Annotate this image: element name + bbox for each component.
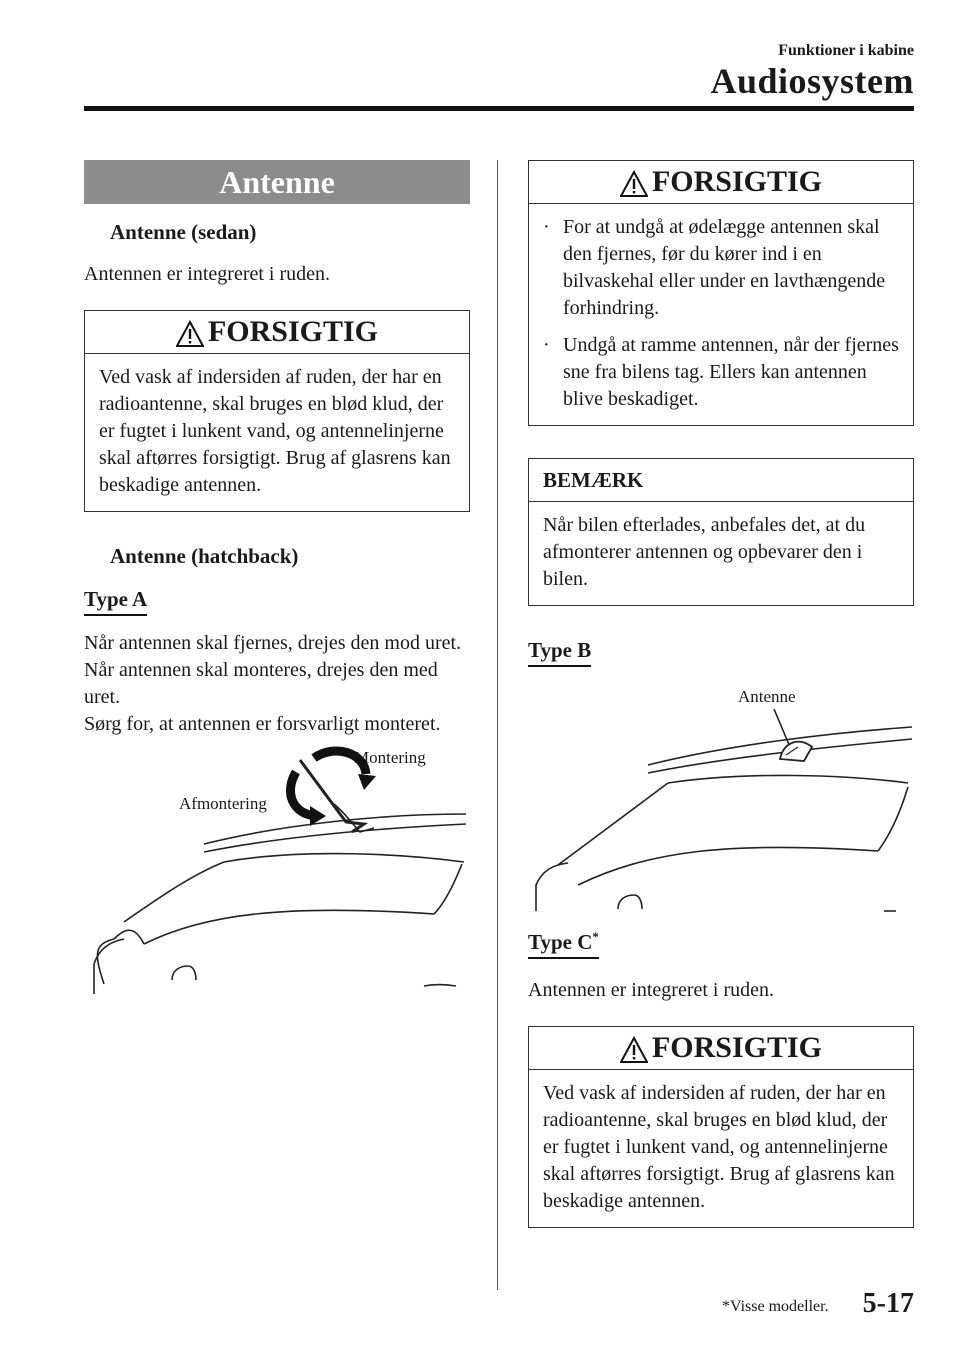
car-rear-illustration-b (528, 675, 914, 915)
warning-triangle-icon (620, 170, 648, 198)
type-a-label: Type A (84, 587, 147, 616)
type-c-text: Antennen er integreret i ruden. (528, 979, 775, 1001)
car-rear-illustration-a (84, 744, 470, 1004)
caution-body (529, 204, 913, 425)
hatchback-heading: Antenne (hatchback) (110, 544, 299, 568)
left-column (84, 160, 470, 1004)
caution-bullet-1: · For at undgå at ødelægge antennen skal den fjernes, før du kører ind i en bilvaskehal eller under en lavthængende forhindring. (543, 214, 901, 322)
caution-header (85, 311, 469, 354)
note-body: Når bilen efterlades, anbefales det, at du afmonterer antennen og opbevarer den i bilen. (543, 514, 866, 590)
type-a-line-2: Når antennen skal monteres, drejes den med uret. (84, 659, 438, 708)
type-a-line-3: Sørg for, at antennen er forsvarligt monteret. (84, 713, 441, 735)
chapter-title: Funktioner i kabine (778, 42, 914, 59)
note-box (528, 458, 914, 606)
type-a-text (84, 630, 470, 738)
caution-body: Ved vask af indersiden af ruden, der har en radioantenne, skal bruges en blød klud, der er fugtet i lunkent vand, og antennelinjerne skal aftørres forsigtigt. Brug af glasrens kan beskadige antennen. (543, 1082, 895, 1212)
type-c-label: Type C* (528, 929, 599, 959)
type-a-line-1: Når antennen skal fjernes, drejes den mod uret. (84, 632, 462, 654)
figure-type-b (528, 675, 914, 915)
footnote: *Visse modeller. (722, 1298, 829, 1315)
bullet-dot: · (543, 334, 550, 356)
label-montering: Montering (354, 748, 426, 767)
label-afmontering: Afmontering (179, 794, 267, 813)
caution-bullet-2: · Undgå at ramme antennen, når der fjernes sne fra bilens tag. Ellers kan antennen blive beskadiget. (543, 332, 901, 413)
section-title: Audiosystem (710, 61, 914, 101)
caution-box-sedan (84, 310, 470, 512)
caution-title: FORSIGTIG (207, 315, 379, 348)
header-rule (84, 106, 914, 111)
warning-triangle-icon (620, 1036, 648, 1064)
caution-box-type-c (528, 1026, 914, 1228)
caution-box-antenna (528, 160, 914, 426)
antenne-section-bar: Antenne (84, 160, 470, 204)
warning-triangle-icon (176, 320, 204, 348)
figure-type-a (84, 744, 470, 1004)
caution-header (529, 161, 913, 204)
right-column (528, 160, 914, 1228)
page-number: 5-17 (862, 1288, 914, 1319)
label-antenne: Antenne (738, 687, 796, 706)
type-b-label: Type B (528, 638, 591, 667)
caution-title: FORSIGTIG (651, 165, 823, 198)
column-divider (497, 160, 498, 1290)
bullet-dot: · (543, 216, 550, 238)
sedan-heading: Antenne (sedan) (110, 220, 257, 244)
caution-header (529, 1027, 913, 1070)
sedan-text: Antennen er integreret i ruden. (84, 263, 331, 285)
caution-title: FORSIGTIG (651, 1031, 823, 1064)
caution-body: Ved vask af indersiden af ruden, der har en radioantenne, skal bruges en blød klud, der er fugtet i lunkent vand, og antennelinjerne skal aftørres forsigtigt. Brug af glasrens kan beskadige antennen. (99, 366, 451, 496)
note-header: BEMÆRK (529, 459, 913, 502)
